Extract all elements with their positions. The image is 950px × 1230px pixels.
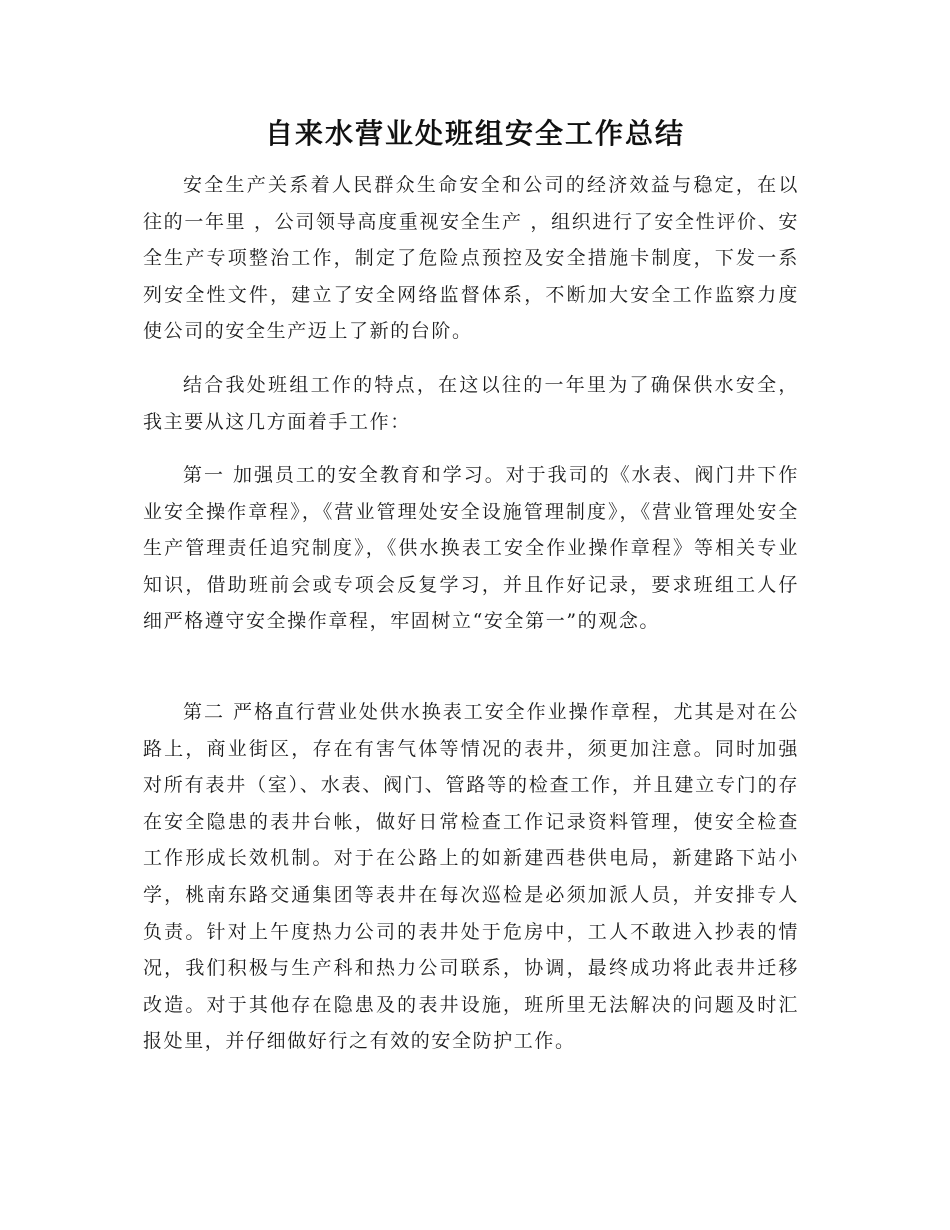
paragraph-second-point: 第二 严格直行营业处供水换表工安全作业操作章程，尤其是对在公路上，商业街区，存在有害气体等情况的表井，须更加注意。同时加强对所有表井（室）、水表、阀门、管路等的检查工作，并且建立专门的存在安全隐患的表井台帐，做好日常检查工作记录资料管理，使安全检查工作形成长效机制。对于在公路上的如新建西巷供电局，新建路下站小学，桃南东路交通集团等表井在每次巡检是必须加派人员，并安排专人负责。针对上午度热力公司的表井处于危房中，工人不敢进入抄表的情况，我们积极与生产科和热力公司联系，协调，最终成功将此表井迁移改造。对于其他存在隐患及的表井设施，班所里无法解决的问题及时汇报处里，并仔细做好行之有效的安全防护工作。	[143, 701, 799, 1053]
document-title: 自来水营业处班组安全工作总结	[264, 117, 685, 150]
paragraph-first-point: 第一 加强员工的安全教育和学习。对于我司的《水表、阀门井下作业安全操作章程》，《营业管理处安全设施管理制度》，《营业管理处安全生产管理责任追究制度》，《供水换表工安全作业操作章程》等相关专业知识，借助班前会或专项会反复学习，并且作好记录，要求班组工人仔细严格遵守安全操作章程，牢固树立“安全第一”的观念。	[143, 464, 799, 633]
paragraph-approach: 结合我处班组工作的特点，在这以往的一年里为了确保供水安全，我主要从这几方面着手工作：	[143, 374, 799, 433]
paragraph-intro: 安全生产关系着人民群众生命安全和公司的经济效益与稳定，在以往的一年里 ，公司领导高度重视安全生产 ，组织进行了安全性评价、安全生产专项整治工作，制定了危险点预控及安全措施卡制度，下发一系列安全性文件，建立了安全网络监督体系，不断加大安全工作监察力度使公司的安全生产迈上了新的台阶。	[143, 174, 799, 343]
